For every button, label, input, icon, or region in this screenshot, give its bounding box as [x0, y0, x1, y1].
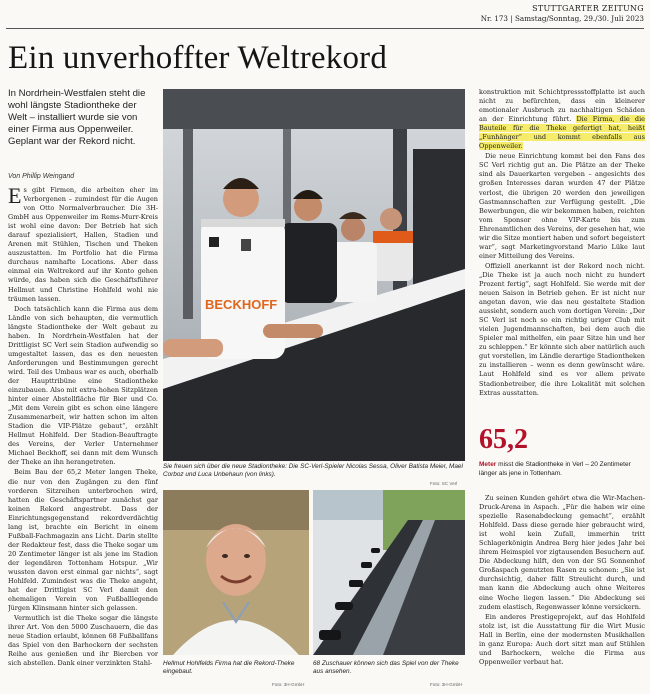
players-photo-graphic [163, 89, 465, 461]
highlighted-text: Die Firma, die die Bauteile für die Theke gefertigt hat, heißt „Funhänger“ und kommt ebenfalls aus Oppenweiler. [479, 115, 645, 151]
portrait-caption: Hellmut Hohlfelds Firma hat die Rekord-Theke eingebaut. [163, 660, 295, 676]
drop-cap: E [8, 186, 22, 208]
paragraph: Ein anderes Prestigeprojekt, auf das Hohlfeld stolz ist, ist die Ausstattung für die Wirt Music Hall in Berlin, eine der modernsten Musikhallen in ganz Europa: Auch dort sitzt man auf Stühlen und Barhockern, welche die Firma aus Oppenweiler verbaut hat. [479, 612, 645, 666]
column-1 [8, 186, 158, 688]
fact-unit: Meter [479, 461, 497, 468]
paragraph: Beim Bau der 65,2 Meter langen Theke, die nur von den Zugängen zu den fünf vorderen Sitzreihen unterbrochen wird, hatten die Geschäftspartner zunächst gar keinen Rekord angestrebt. Dass der Einrichtungsgegenstand rekordverdächtig lang ist, brachte ein Bericht in einem Fußball-Fachmagazin ans Licht. Darin stellte der Redakteur fest, dass die Theke sogar um 20 Zentimeter länger ist als jene im Stadion der legendären Tottenham Hotspur. „Wir wussten davon erst einmal gar nichts“, sagt Hohlfeld. Zumindest was die Theke angeht, hat der Drittligist SC Verl damit den ehemaligen Verein von Fußballlegende Jürgen Klinsmann hinter sich gelassen. [8, 468, 158, 613]
paragraph: Doch tatsächlich kann die Firma aus dem Ländle von sich behaupten, die vermutlich längste Stadiontheke der Welt gebaut zu haben. In Nordrhein-Westfalen hat der Drittligist SC Verl sein Stadion aufwendig so umgestaltet lassen, das es den neuesten Anforderungen und Bestimmungen gerecht wird. Teil des Umbaus war es auch, oberhalb der Haupttribüne eine Stadiontheke einzubauen. Also mit extra-hohen Sitzplätzen hinter einer Abstellfläche für Bier und Co. „Mit dem Verein gibt es schon eine längere Zusammenarbeit, wir hatten schon im alten Stadion die VIP-Plätze gebaut“, erzählt Hellmut Hohlfeld. Der Stadion-Beauftragte des Vereins, der Verler Unternehmer Michael Beckhoff, sei dann mit dem Wunsch der Theke an ihn herangetreten. [8, 304, 158, 467]
counter-caption: 68 Zuschauer können sich das Spiel von der Theke aus ansehen. [313, 660, 459, 676]
headline: Ein unverhoffter Weltrekord [8, 40, 388, 76]
jersey-sponsor-text: BECKHOFF [205, 297, 278, 312]
column-3-top [479, 88, 645, 420]
portrait-photo [163, 490, 309, 655]
paragraph: Es gibt Firmen, die arbeiten eher im Verborgenen – zumindest für die Augen von Otto Normalverbraucher. Die 3H-GmbH aus Oppenweiler im Rems-Murr-Kreis ist wohl eine davon: Der Betrieb hat sich darauf spezialisiert, Hallen, Stadien und Arenen mit Stühlen, Tischen und Theken auszustatten. Im Portfolio hat die Firma durchaus namhafte Locations. Aber dass einmal ein Weltrekord auf ihr Konto gehen würde, das haben sich die Geschäftsführer Hellmut und Christine Hohlfeld wohl nie träumen lassen. [8, 186, 158, 303]
fact-description: Meter misst die Stadiontheke in Verl – 20 Zentimeter länger als jene in Tottenham. [479, 461, 631, 477]
counter-credit: Foto: 3H-GmbH [430, 682, 463, 687]
main-photo-caption: Sie freuen sich über die neue Stadiontheke: Die SC-Verl-Spieler Nicolas Sessa, Oliver Batista Meier, Mael Corboz und Luca Unbehaun (von links). [163, 463, 463, 479]
main-photo [163, 89, 465, 461]
portrait-credit: Foto: 3H-GmbH [272, 682, 305, 687]
paragraph: Die neue Einrichtung kommt bei den Fans des SC Verl richtig gut an. Die Plätze an der Theke sind als Dauerkarten vergeben – angesichts des großen Interesses daran wurden 47 der Plätze verlost, die übrigen 20 werden den jeweiligen Gastmannschaften zur Verfügung gestellt. „Die Bewerbungen, die wir bekommen haben, reichten vom Sponsor ohne VIP-Karte bis zum Ehrenamtlichen des Vereins, der gesehen hat, wie wir die Sitze montiert haben und sofort begeistert war“, sagt Marketingvorstand Mario Lüke laut einer Mitteilung des Vereins. [479, 152, 645, 260]
paragraph: Offiziell anerkannt ist der Rekord noch nicht. „Die Theke ist ja auch noch nicht zu hundert Prozent fertig“, sagt Hohlfeld. Sie werde mit der neuen Saison in Betrieb gehen. Er ist nicht nur angetan davon, wie das neu gestaltete Stadion aussieht, sondern auch vom dortigen Verein: „Der SC Verl ist noch so ein richtig uriger Club mit vielen Jugendmannschaften, bei dem auch die Spieler mal mithelfen, ein paar Sitze hin und her zu schleppen.“ Er könnte sich aber natürlich auch gut vorstellen, im Ländle derartige Stadiontheken zu installieren – wenn es denn gewünscht wäre. Laut Hohlfeld sind es vor allem private Stadionbetreiber, die ihre Lokalität mit solchen Extras ausstatten. [479, 261, 645, 397]
paragraph: konstruktion mit Schichtpressstoffplatte ist auch nicht zu befürchten, dass ein kleinerer emotionaler Ausbruch zu nachhaltigen Schäden an der Einrichtung führt. Die Firma, die die Bauteile für die Theke gefertigt hat, heißt „Funhänger“ und kommt ebenfalls aus Oppenweiler. [479, 88, 645, 151]
counter-photo [313, 490, 465, 655]
fact-number: 65,2 [479, 424, 528, 455]
masthead [460, 4, 644, 24]
paragraph: Zu seinen Kunden gehört etwa die Wir-Machen-Druck-Arena in Aspach. „Für die haben wir eine spezielle Rasenabdeckung gemacht“, erzählt Hohlfeld. Dass diese gerade hier gebraucht wird, ist wohl kein Zufall, immerhin tritt Schlagerkönigin Andrea Berg hier jedes Jahr bei ihrem Heimspiel vor zigtausenden Besuchern auf. Die Abdeckung hilft, den von der SG Sonnenhof Großaspach genutzten Rasen zu schonen: „Sie ist durchsichtig, daher fällt Streulicht durch, und man kann die Abdeckung auch ohne Weiteres eine Woche liegen lassen.“ Die Abdeckung sei zudem elastisch, Regenwasser könne versickern. [479, 494, 645, 611]
counter-graphic [313, 490, 465, 655]
column-3-bottom [479, 494, 645, 690]
byline: Von Phillip Weingand [8, 173, 75, 180]
newspaper-name: STUTTGARTER ZEITUNG [532, 4, 644, 13]
portrait-graphic [163, 490, 309, 655]
issue-info: Nr. 173 | Samstag/Sonntag, 29./30. Juli 2023 [480, 14, 644, 23]
top-rule [6, 28, 644, 29]
main-photo-credit: Foto: SC Verl [430, 481, 458, 486]
paragraph: Vermutlich ist die Theke sogar die längste ihrer Art. Von den 5000 Zuschauern, die das neue Stadion erlaubt, können 68 Fußballfans das Spiel von den Barhockern der sechsten Reihe aus genießen und ihr Biercben vor sich abstellen. Dank einer verzinkten Stahl- [8, 614, 158, 668]
deck: In Nordrhein-Westfalen steht die wohl längste Stadiontheke der Welt – installiert wurde sie von einer Firma aus Oppenweiler. Geplant war der Rekord nicht. [8, 88, 146, 147]
